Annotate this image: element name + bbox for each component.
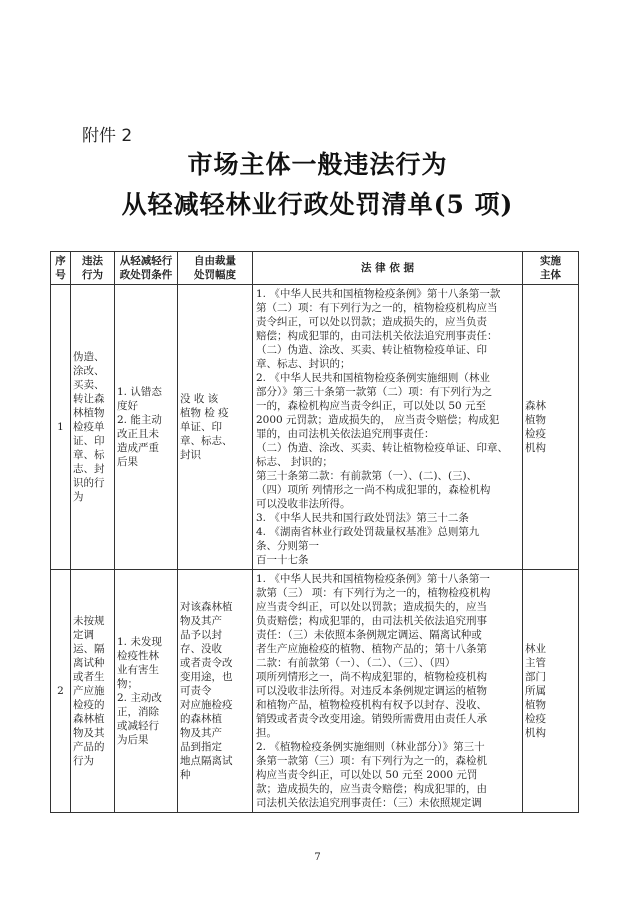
cell-serial-no: 2 — [51, 570, 71, 813]
attachment-label: 附件 2 — [82, 126, 133, 146]
document-title-line-1: 市场主体一般违法行为 — [187, 150, 448, 179]
table-row — [51, 570, 579, 813]
header-violation: 违法 行为 — [71, 252, 115, 285]
header-serial-no: 序 号 — [51, 252, 71, 285]
document-title-line-2: 从轻减轻林业行政处罚清单(5 项) — [121, 190, 514, 219]
cell-violation: 伪造、 涂改、 买卖、 转让森 林植物 检疫单 证、印 章、标 志、封 识的行 为 — [71, 285, 115, 570]
table-header-row — [51, 252, 579, 285]
cell-conditions: 1. 未发现 检疫性林 业有害生 物； 2. 主动改 正，消除 或减轻行 为后果 — [115, 570, 178, 813]
page-number: 7 — [314, 852, 321, 863]
cell-conditions: 1. 认错态 度好 2. 能主动 改正且未 造成严重 后果 — [115, 285, 178, 570]
penalty-list-table — [50, 251, 579, 813]
table-row — [51, 285, 579, 570]
header-conditions: 从轻减轻行 政处罚条件 — [115, 252, 178, 285]
cell-discretion: 没 收 该 植物 检 疫 单证、印 章、标志、 封识 — [178, 285, 253, 570]
header-legal-basis: 法 律 依 据 — [253, 252, 523, 285]
header-discretion: 自由裁量 处罚幅度 — [178, 252, 253, 285]
cell-authority: 林业 主管 部门 所属 植物 检疫 机构 — [523, 570, 579, 813]
cell-violation: 未按规 定调 运、隔 离试种 或者生 产应施 检疫的 森林植 物及其 产品的 行为 — [71, 570, 115, 813]
cell-serial-no: 1 — [51, 285, 71, 570]
cell-authority: 森林 植物 检疫 机构 — [523, 285, 579, 570]
cell-discretion: 对该森林植 物及其产 品予以封 存、没收 或者责令改 变用途，也 可责令 对应施检疫 的森林植 物及其产 品到指定 地点隔离试 种 — [178, 570, 253, 813]
cell-legal-basis: 1. 《中华人民共和国植物检疫条例》第十八条第一款 第（二）项：有下列行为之一的，植物检疫机构应当 责令纠正，可以处以罚款；造成损失的，应当负责 赔偿；构成犯罪的，由司法机关依法追究刑事责任： （二）伪造、涂改、买卖、转让植物检疫单证、印 章、标志、封识的； 2. 《中华人民共和国植物检疫条例实施细则（林业 部分）》第三十条第一款第（二）项：有下列行为之 一的，森检机构应当责令纠正，可以处以 50 元至 2000 元罚款；造成损失的， 应当责令赔偿；构成犯 罪的，由司法机关依法追究刑事责任： （二）伪造、涂改、买卖、转让植物检疫单证、印章、 标志、 封识的； 第三十条第二款：有前款第（一）、(二)、(三)、 （四）项所 列情形之一尚不构成犯罪的，森检机构 可以没收非法所得。 3. 《中华人民共和国行政处罚法》第三十二条 4. 《湖南省林业行政处罚裁量权基准》总则第九 条、分则第一 百一十七条 — [253, 285, 523, 570]
cell-legal-basis: 1. 《中华人民共和国植物检疫条例》第十八条第一 款第（三） 项：有下列行为之一的，植物检疫机构 应当责令纠正，可以处以罚款；造成损失的，应当 负责赔偿；构成犯罪的，由司法机关依法追究刑事 责任：（三）未依照本条例规定调运、隔离试种或 者生产应施检疫的植物、植物产品的；第十八条第 二款：有前款第（一）、（二）、（三）、（四） 项所列情形之一，尚不构成犯罪的，植物检疫机构 可以没收非法所得。对违反本条例规定调运的植物 和植物产品，植物检疫机构有权予以封存、没收、 销毁或者责令改变用途。销毁所需费用由责任人承 担。 2. 《植物检疫条例实施细则（林业部分）》第三十 条第一款第（三）项：有下列行为之一的，森检机 构应当责令纠正，可以处以 50 元至 2000 元罚 款；造成损失的，应当责令赔偿；构成犯罪的，由 司法机关依法追究刑事责任：（三）未依照规定调 — [253, 570, 523, 813]
header-authority: 实施 主体 — [523, 252, 579, 285]
